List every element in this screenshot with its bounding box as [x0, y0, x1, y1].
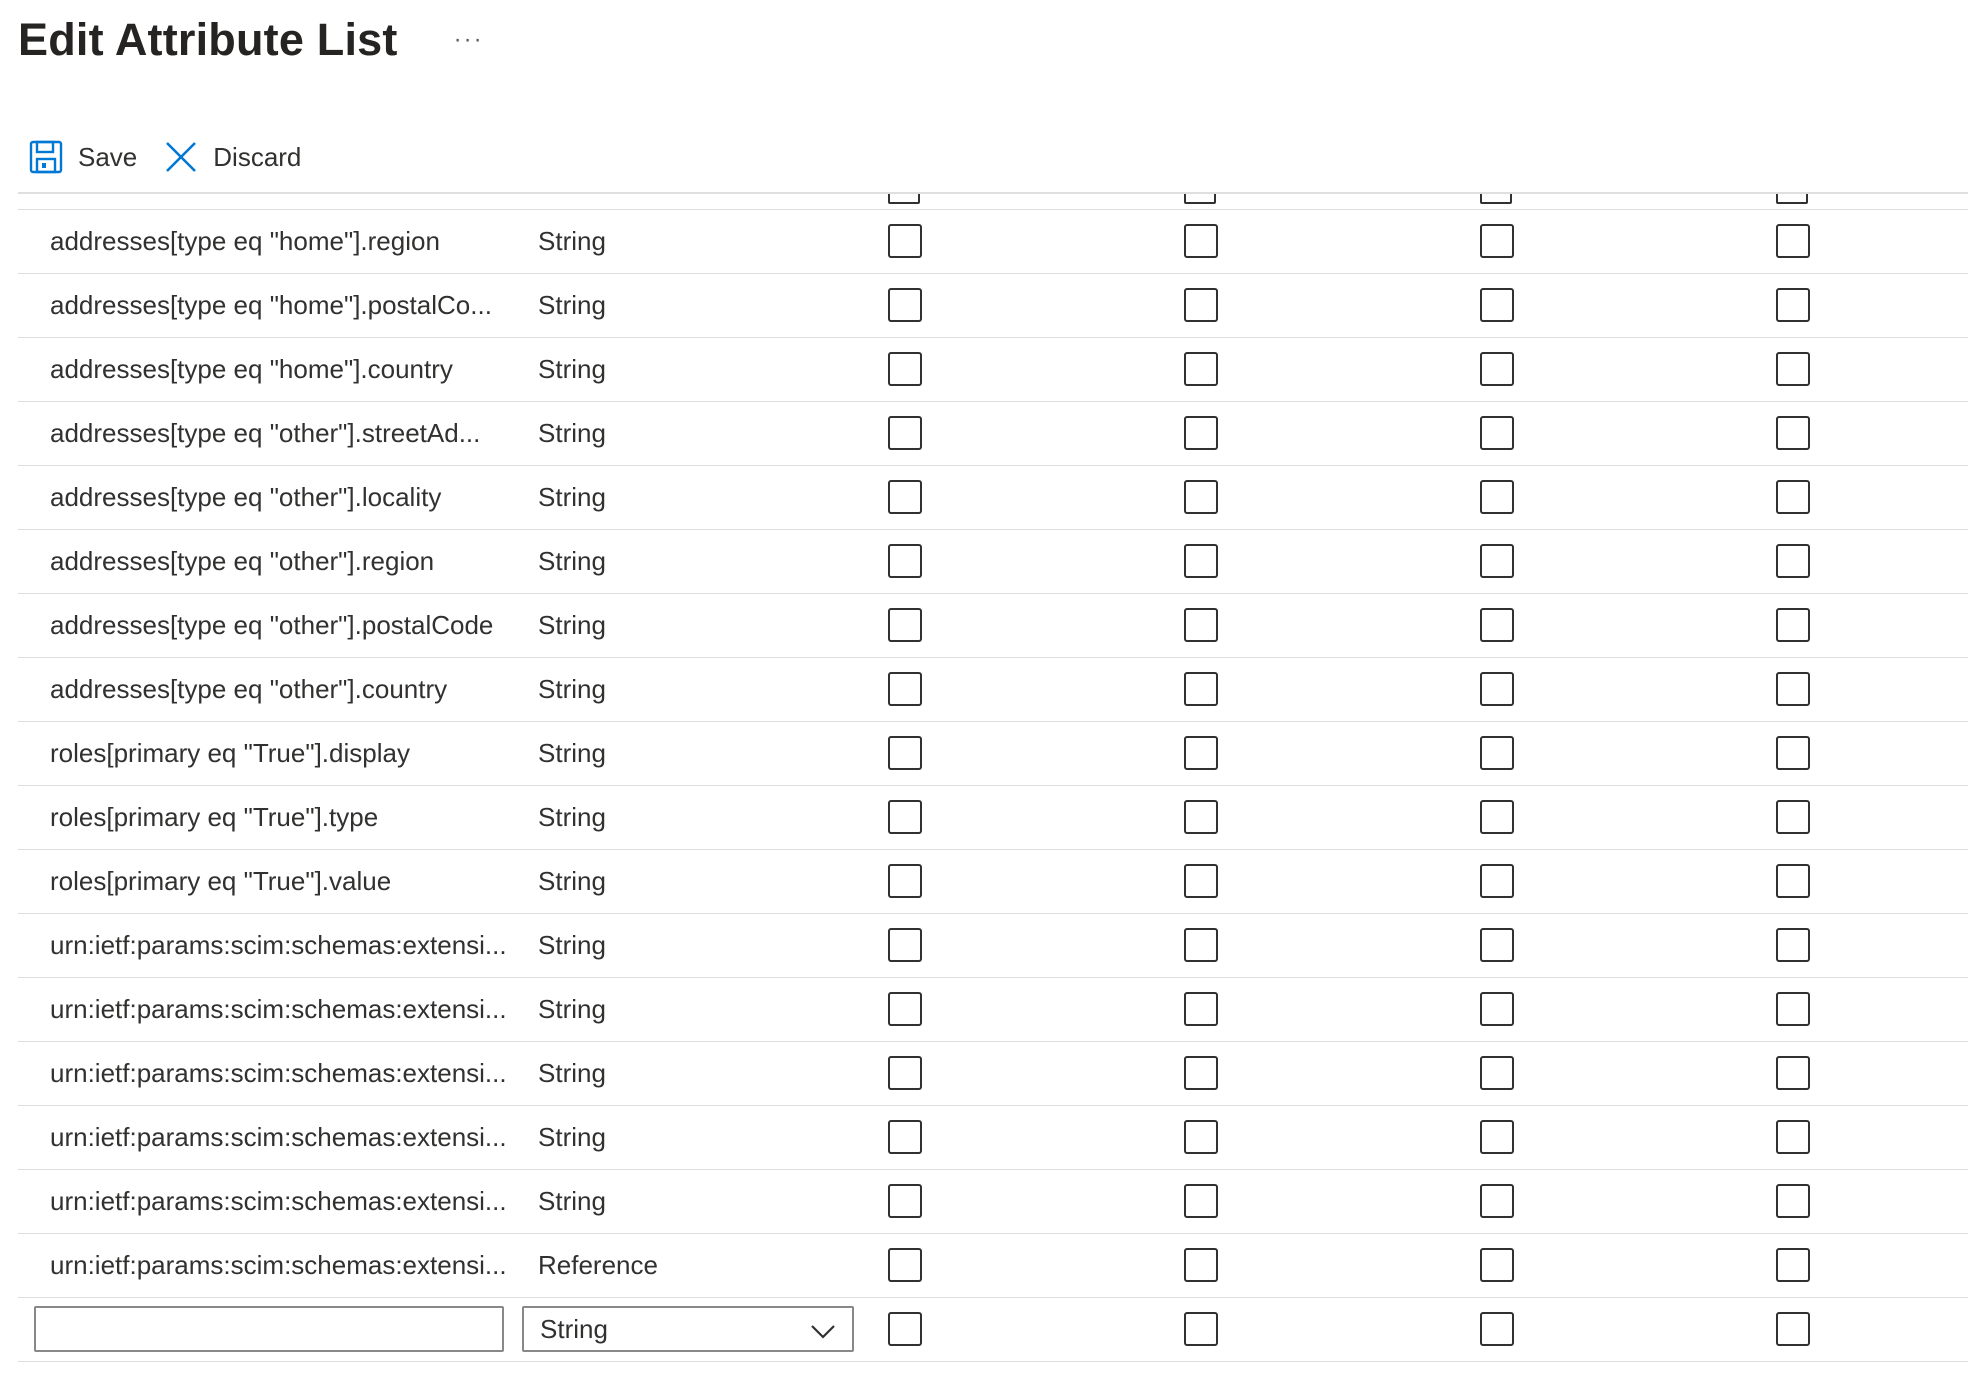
- save-label: Save: [78, 141, 138, 172]
- attribute-type: String: [538, 738, 606, 768]
- checkbox-1[interactable]: [888, 1056, 922, 1090]
- attribute-name: addresses[type eq "other"].region: [50, 546, 435, 576]
- checkbox-1[interactable]: [888, 672, 922, 706]
- checkbox-4[interactable]: [1776, 1120, 1810, 1154]
- checkbox-3[interactable]: [1480, 736, 1514, 770]
- checkbox-1[interactable]: [888, 864, 922, 898]
- page-title: Edit Attribute List: [18, 14, 398, 65]
- checkbox-3[interactable]: [1480, 1248, 1514, 1282]
- checkbox-3[interactable]: [1480, 608, 1514, 642]
- attribute-name: urn:ietf:params:scim:schemas:extensi...: [50, 994, 507, 1024]
- checkbox-1[interactable]: [888, 928, 922, 962]
- checkbox-3[interactable]: [1480, 864, 1514, 898]
- attribute-name: addresses[type eq "home"].region: [50, 226, 440, 256]
- attribute-name: roles[primary eq "True"].display: [50, 738, 410, 768]
- checkbox-2[interactable]: [1184, 416, 1218, 450]
- checkbox-1[interactable]: [888, 416, 922, 450]
- checkbox-1[interactable]: [888, 352, 922, 386]
- checkbox-2[interactable]: [1184, 1248, 1218, 1282]
- attribute-type: String: [538, 354, 606, 384]
- attribute-type: String: [538, 418, 606, 448]
- checkbox-4[interactable]: [1776, 224, 1810, 258]
- attribute-type: String: [538, 290, 606, 320]
- save-icon: [28, 139, 64, 175]
- checkbox-2[interactable]: [1184, 480, 1218, 514]
- type-selected-value: String: [540, 1313, 608, 1344]
- checkbox-4[interactable]: [1776, 1248, 1810, 1282]
- checkbox-2[interactable]: [1184, 288, 1218, 322]
- checkbox-4[interactable]: [1776, 1056, 1810, 1090]
- attribute-name: addresses[type eq "other"].postalCode: [50, 610, 494, 640]
- checkbox-1[interactable]: [888, 544, 922, 578]
- new-row-checkbox-1[interactable]: [888, 1312, 922, 1346]
- checkbox-1[interactable]: [888, 1184, 922, 1218]
- checkbox-3[interactable]: [1480, 288, 1514, 322]
- checkbox-3[interactable]: [1480, 928, 1514, 962]
- checkbox-1[interactable]: [888, 736, 922, 770]
- checkbox-1[interactable]: [888, 1120, 922, 1154]
- checkbox-2[interactable]: [1184, 800, 1218, 834]
- attribute-type: String: [538, 1058, 606, 1088]
- checkbox-3[interactable]: [1480, 224, 1514, 258]
- attribute-name: addresses[type eq "home"].country: [50, 354, 453, 384]
- attribute-name: urn:ietf:params:scim:schemas:extensi...: [50, 1250, 507, 1280]
- checkbox-2[interactable]: [1184, 544, 1218, 578]
- attribute-type: String: [538, 994, 606, 1024]
- title-bar: [18, 10, 490, 70]
- table-row: [18, 914, 1968, 978]
- checkbox-1[interactable]: [888, 608, 922, 642]
- table-row-partial: [18, 194, 1968, 210]
- checkbox-1[interactable]: [888, 1248, 922, 1282]
- checkbox-4[interactable]: [1776, 1184, 1810, 1218]
- checkbox-4[interactable]: [1776, 864, 1810, 898]
- new-row-checkbox-4[interactable]: [1776, 1312, 1810, 1346]
- checkbox-3[interactable]: [1480, 800, 1514, 834]
- attribute-type: String: [538, 610, 606, 640]
- checkbox-2[interactable]: [1184, 672, 1218, 706]
- checkbox-3[interactable]: [1480, 1184, 1514, 1218]
- checkbox-1[interactable]: [888, 224, 922, 258]
- attribute-name: roles[primary eq "True"].value: [50, 866, 392, 896]
- checkbox-1[interactable]: [888, 480, 922, 514]
- attribute-type: String: [538, 802, 606, 832]
- checkbox-4[interactable]: [1776, 480, 1810, 514]
- close-icon: [163, 139, 199, 175]
- checkbox-3[interactable]: [1480, 1120, 1514, 1154]
- table-row: [18, 210, 1968, 274]
- discard-label: Discard: [213, 141, 302, 172]
- checkbox-4[interactable]: [1776, 608, 1810, 642]
- checkbox-4[interactable]: [1776, 992, 1810, 1026]
- table-row: [18, 850, 1968, 914]
- checkbox-1[interactable]: [888, 992, 922, 1026]
- attribute-name: urn:ietf:params:scim:schemas:extensi...: [50, 1058, 507, 1088]
- checkbox[interactable]: [1184, 194, 1216, 204]
- checkbox-4[interactable]: [1776, 352, 1810, 386]
- checkbox-2[interactable]: [1184, 992, 1218, 1026]
- table-row: [18, 530, 1968, 594]
- checkbox-2[interactable]: [1184, 1056, 1218, 1090]
- new-row-checkbox-3[interactable]: [1480, 1312, 1514, 1346]
- checkbox-4[interactable]: [1776, 672, 1810, 706]
- table-row: [18, 338, 1968, 402]
- new-row-checkbox-2[interactable]: [1184, 1312, 1218, 1346]
- attribute-type: String: [538, 866, 606, 896]
- table-row: [18, 1106, 1968, 1170]
- checkbox-2[interactable]: [1184, 1184, 1218, 1218]
- table-row: [18, 466, 1968, 530]
- attribute-name-input[interactable]: [34, 1306, 504, 1352]
- checkbox-2[interactable]: [1184, 352, 1218, 386]
- checkbox-4[interactable]: [1776, 928, 1810, 962]
- table-row: [18, 722, 1968, 786]
- attribute-type: String: [538, 482, 606, 512]
- checkbox-3[interactable]: [1480, 672, 1514, 706]
- checkbox-1[interactable]: [888, 800, 922, 834]
- attribute-type: String: [538, 1122, 606, 1152]
- chevron-down-icon: [810, 1318, 836, 1340]
- checkbox-4[interactable]: [1776, 288, 1810, 322]
- attribute-type: String: [538, 674, 606, 704]
- checkbox-3[interactable]: [1480, 544, 1514, 578]
- table-row: [18, 786, 1968, 850]
- command-bar: [28, 134, 327, 180]
- checkbox[interactable]: [1776, 194, 1808, 204]
- checkbox-2[interactable]: [1184, 928, 1218, 962]
- checkbox-2[interactable]: [1184, 224, 1218, 258]
- table-row: [18, 1042, 1968, 1106]
- table-row: [18, 658, 1968, 722]
- attribute-name: urn:ietf:params:scim:schemas:extensi...: [50, 1186, 507, 1216]
- checkbox-3[interactable]: [1480, 992, 1514, 1026]
- table-row: [18, 1170, 1968, 1234]
- more-options-button[interactable]: ···: [453, 26, 484, 53]
- attribute-type: String: [538, 930, 606, 960]
- checkbox-2[interactable]: [1184, 1120, 1218, 1154]
- attribute-name: urn:ietf:params:scim:schemas:extensi...: [50, 1122, 507, 1152]
- checkbox-3[interactable]: [1480, 480, 1514, 514]
- attribute-name: urn:ietf:params:scim:schemas:extensi...: [50, 930, 507, 960]
- new-attribute-row: [18, 1298, 1968, 1362]
- checkbox-4[interactable]: [1776, 544, 1810, 578]
- checkbox-3[interactable]: [1480, 352, 1514, 386]
- attribute-name: addresses[type eq "other"].locality: [50, 482, 442, 512]
- checkbox-3[interactable]: [1480, 1056, 1514, 1090]
- attribute-type: String: [538, 546, 606, 576]
- checkbox-1[interactable]: [888, 288, 922, 322]
- table-row: [18, 1234, 1968, 1298]
- attribute-name: addresses[type eq "other"].country: [50, 674, 448, 704]
- checkbox-3[interactable]: [1480, 416, 1514, 450]
- checkbox-2[interactable]: [1184, 736, 1218, 770]
- checkbox-4[interactable]: [1776, 736, 1810, 770]
- attribute-type: Reference: [538, 1250, 658, 1280]
- table-row: [18, 402, 1968, 466]
- discard-button[interactable]: [163, 139, 301, 175]
- attribute-type: String: [538, 226, 606, 256]
- checkbox-2[interactable]: [1184, 608, 1218, 642]
- attribute-grid: [18, 194, 1968, 1380]
- checkbox-2[interactable]: [1184, 864, 1218, 898]
- attribute-type: String: [538, 1186, 606, 1216]
- table-row: [18, 274, 1968, 338]
- table-row: [18, 978, 1968, 1042]
- checkbox[interactable]: [888, 194, 920, 204]
- attribute-name: roles[primary eq "True"].type: [50, 802, 379, 832]
- save-button[interactable]: [28, 139, 137, 175]
- checkbox-4[interactable]: [1776, 416, 1810, 450]
- checkbox-4[interactable]: [1776, 800, 1810, 834]
- table-row: [18, 594, 1968, 658]
- attribute-type-dropdown[interactable]: [522, 1306, 854, 1352]
- attribute-rows: [18, 210, 1968, 1298]
- attribute-name: addresses[type eq "home"].postalCo...: [50, 290, 492, 320]
- attribute-name: addresses[type eq "other"].streetAd...: [50, 418, 481, 448]
- checkbox[interactable]: [1480, 194, 1512, 204]
